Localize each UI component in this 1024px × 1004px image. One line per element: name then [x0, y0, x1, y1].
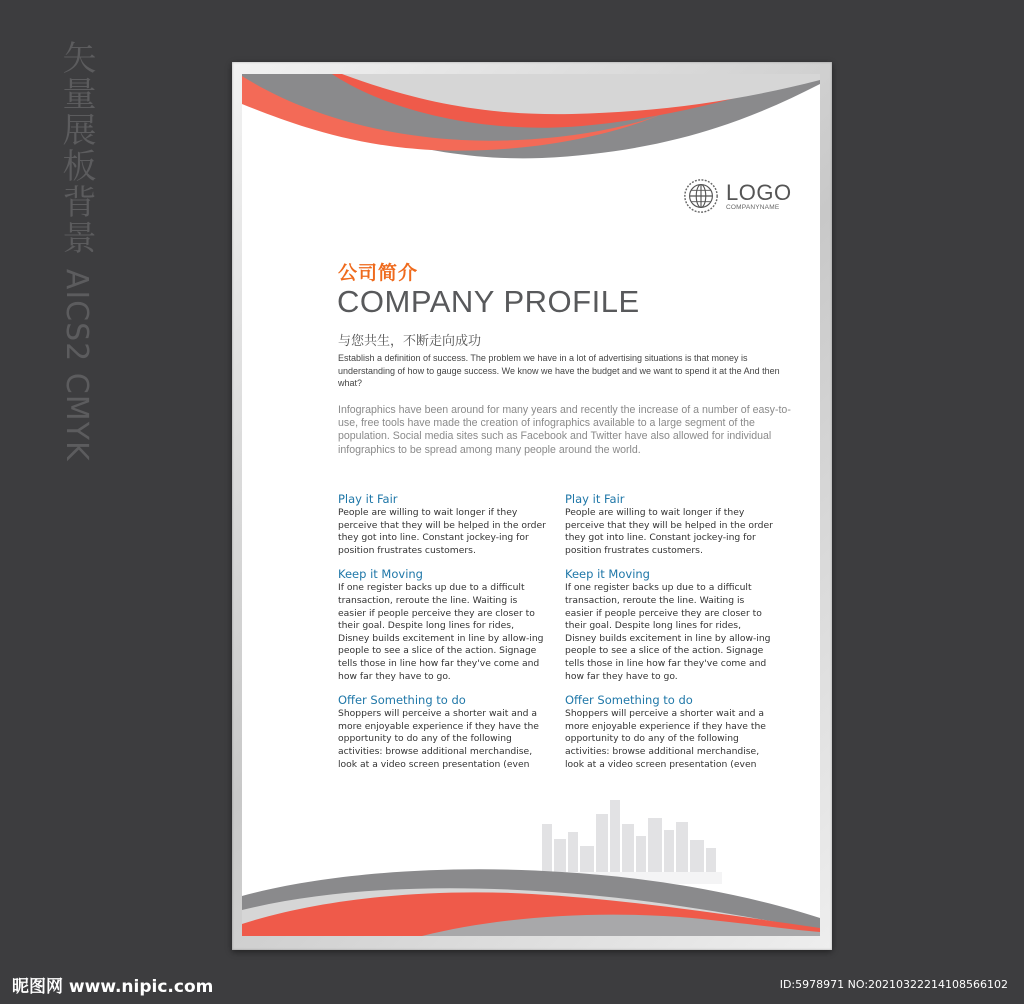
left-section: [338, 567, 548, 683]
footer-image-id: ID:5978971 NO:20210322214108566102: [779, 978, 1008, 991]
section-heading: Offer Something to do: [338, 693, 466, 708]
poster-paper: [242, 74, 820, 936]
logo-company-name: COMPANYNAME: [726, 203, 780, 211]
left-section: [338, 693, 548, 771]
section-heading: Keep it Moving: [565, 567, 650, 582]
right-column: [565, 492, 775, 781]
side-watermark-text: [52, 40, 101, 462]
poster-frame: [232, 62, 832, 950]
section-heading: Keep it Moving: [338, 567, 423, 582]
intro-text: Establish a definition of success. The problem we have in a lot of advertising situations is that money is understanding of how to gauge success. We know we have the budget and we want to spend it at the And then what?: [338, 353, 780, 388]
right-section: [565, 567, 775, 683]
side-text-latin: AICS2 CMYK: [59, 268, 94, 462]
section-heading: Offer Something to do: [565, 693, 693, 708]
top-wave-decoration: [242, 74, 820, 174]
body-paragraph: Infographics have been around for many years and recently the increase of a number of easy-to-use, free tools have made the creation of infographics available to a large segment of the population. Social media sites such as Facebook and Twitter have also allowed for individual infographics to be spread among many people around the world.: [338, 404, 791, 456]
section-body: People are willing to wait longer if they perceive that they will be helped in the order they got into line. Constant jockey-ing for position frustrates customers.: [565, 507, 773, 556]
section-body: If one register backs up due to a difficult transaction, reroute the line. Waiting is easier if people perceive they are closer to their goal. Despite long lines for rides, Disney builds excitement in line by allow-ing people to see a slice of the action. Signage tells those in line how far they've come and how far they have to go.: [565, 582, 771, 682]
section-heading: Play it Fair: [338, 492, 398, 506]
globe-icon: [682, 177, 720, 215]
right-section: [565, 492, 775, 557]
logo-word: LOGO: [726, 179, 792, 205]
side-text-cn: 矢量展板背景: [56, 40, 96, 256]
title-english: COMPANY PROFILE: [337, 284, 640, 319]
title-chinese: 公司简介: [338, 262, 419, 284]
footer-site-watermark: 昵图网 www.nipic.com: [12, 977, 214, 997]
section-body: Shoppers will perceive a shorter wait and a more enjoyable experience if they have the opportunity to do any of the following activities: browse additional merchandise, look at a video screen presentation (even: [565, 708, 766, 770]
section-body: Shoppers will perceive a shorter wait and a more enjoyable experience if they have the opportunity to do any of the following activities: browse additional merchandise, look at a video screen presentation (even: [338, 708, 539, 770]
section-body: People are willing to wait longer if they perceive that they will be helped in the order they got into line. Constant jockey-ing for position frustrates customers.: [338, 507, 546, 556]
subtitle-chinese: 与您共生，不断走向成功: [338, 334, 482, 349]
left-column: [338, 492, 548, 781]
left-section: [338, 492, 548, 557]
company-logo: [682, 177, 792, 215]
bottom-wave-decoration: [242, 866, 820, 936]
section-body: If one register backs up due to a difficult transaction, reroute the line. Waiting is easier if people perceive they are closer to their goal. Despite long lines for rides, Disney builds excitement in line by allow-ing people to see a slice of the action. Signage tells those in line how far they've come and how far they have to go.: [338, 582, 544, 682]
section-heading: Play it Fair: [565, 492, 625, 506]
right-section: [565, 693, 775, 771]
